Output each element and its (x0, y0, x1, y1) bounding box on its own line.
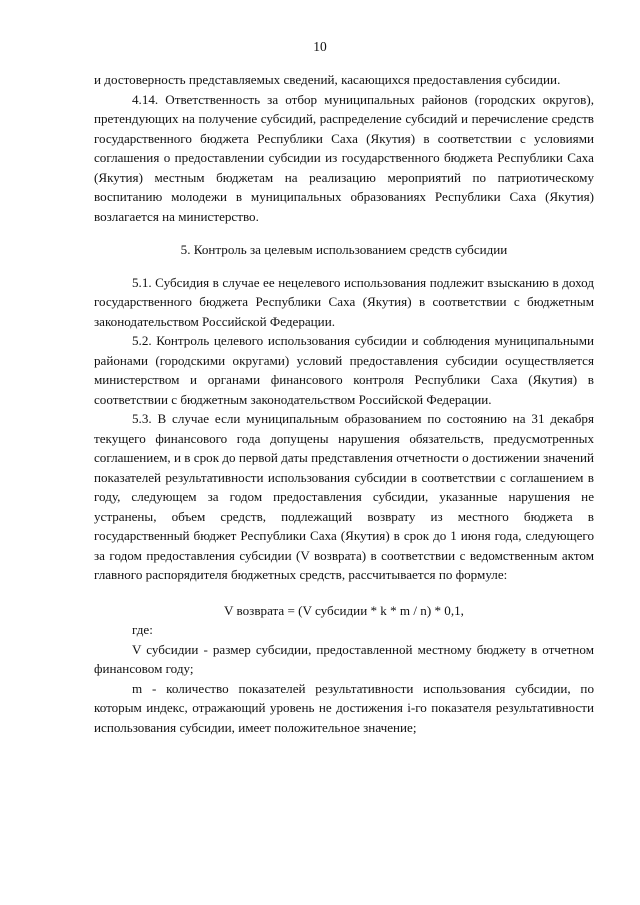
formula: V возврата = (V субсидии * k * m / n) * 0,1, (224, 602, 464, 618)
document-body (94, 70, 594, 737)
paragraph-5-1: 5.1. Субсидия в случае ее нецелевого использования подлежит взысканию в доход государственного бюджета Республики Саха (Якутия) в соответствии с бюджетным законодательством Российской Федерации. (94, 274, 594, 329)
paragraph-m-definition: m - количество показателей результативности использования субсидии, по которым индекс, отражающий уровень не достижения i-го показателя результативности использования субсидии, имеет положительное значение; (94, 680, 594, 735)
paragraph-4-14: 4.14. Ответственность за отбор муниципальных районов (городских округов), претендующих на получение субсидий, распределение субсидий и перечисление средств государственного бюджета Республики Саха (Якутия) в соответствии с условиями соглашения о предоставлении субсидии из государственного бюджета Республики Саха (Якутия) местным бюджетам на реализацию мероприятий по патриотическому воспитанию молодежи в муниципальных образованиях Республики Саха (Якутия) возлагается на министерство. (94, 91, 594, 224)
formula-where: где: (132, 622, 153, 637)
paragraph-5-3: 5.3. В случае если муниципальным образованием по состоянию на 31 декабря текущего финансового года допущены нарушения обязательств, предусмотренных соглашением, и в срок до первой даты представления отчетности о достижении значений показателей результативности использования субсидии в соответствии с соглашением в году, следующем за годом предоставления субсидии, указанные нарушения не устранены, объем средств, подлежащий возврату из местного бюджета в государственный бюджет Республики Саха (Якутия) в срок до 1 июня года, следующего за годом предоставления субсидии (V возврата) в соответствии с ведомственным актом главного распорядителя бюджетных средств, рассчитывается по формуле: (94, 411, 594, 582)
paragraph-v-subsidy: V субсидии - размер субсидии, предоставленной местному бюджету в отчетном финансовом году; (94, 641, 594, 676)
page-number: 10 (313, 39, 327, 54)
section-heading: 5. Контроль за целевым использованием средств субсидии (180, 242, 508, 257)
paragraph-continuation: и достоверность представляемых сведений, касающихся предоставления субсидии. (94, 72, 561, 87)
paragraph-5-2: 5.2. Контроль целевого использования субсидии и соблюдения муниципальными районами (городскими округами) условий предоставления субсидии осуществляется министерством и органами финансового контроля Республики Саха (Якутия) в соответствии с бюджетным законодательством Российской Федерации. (94, 333, 594, 407)
